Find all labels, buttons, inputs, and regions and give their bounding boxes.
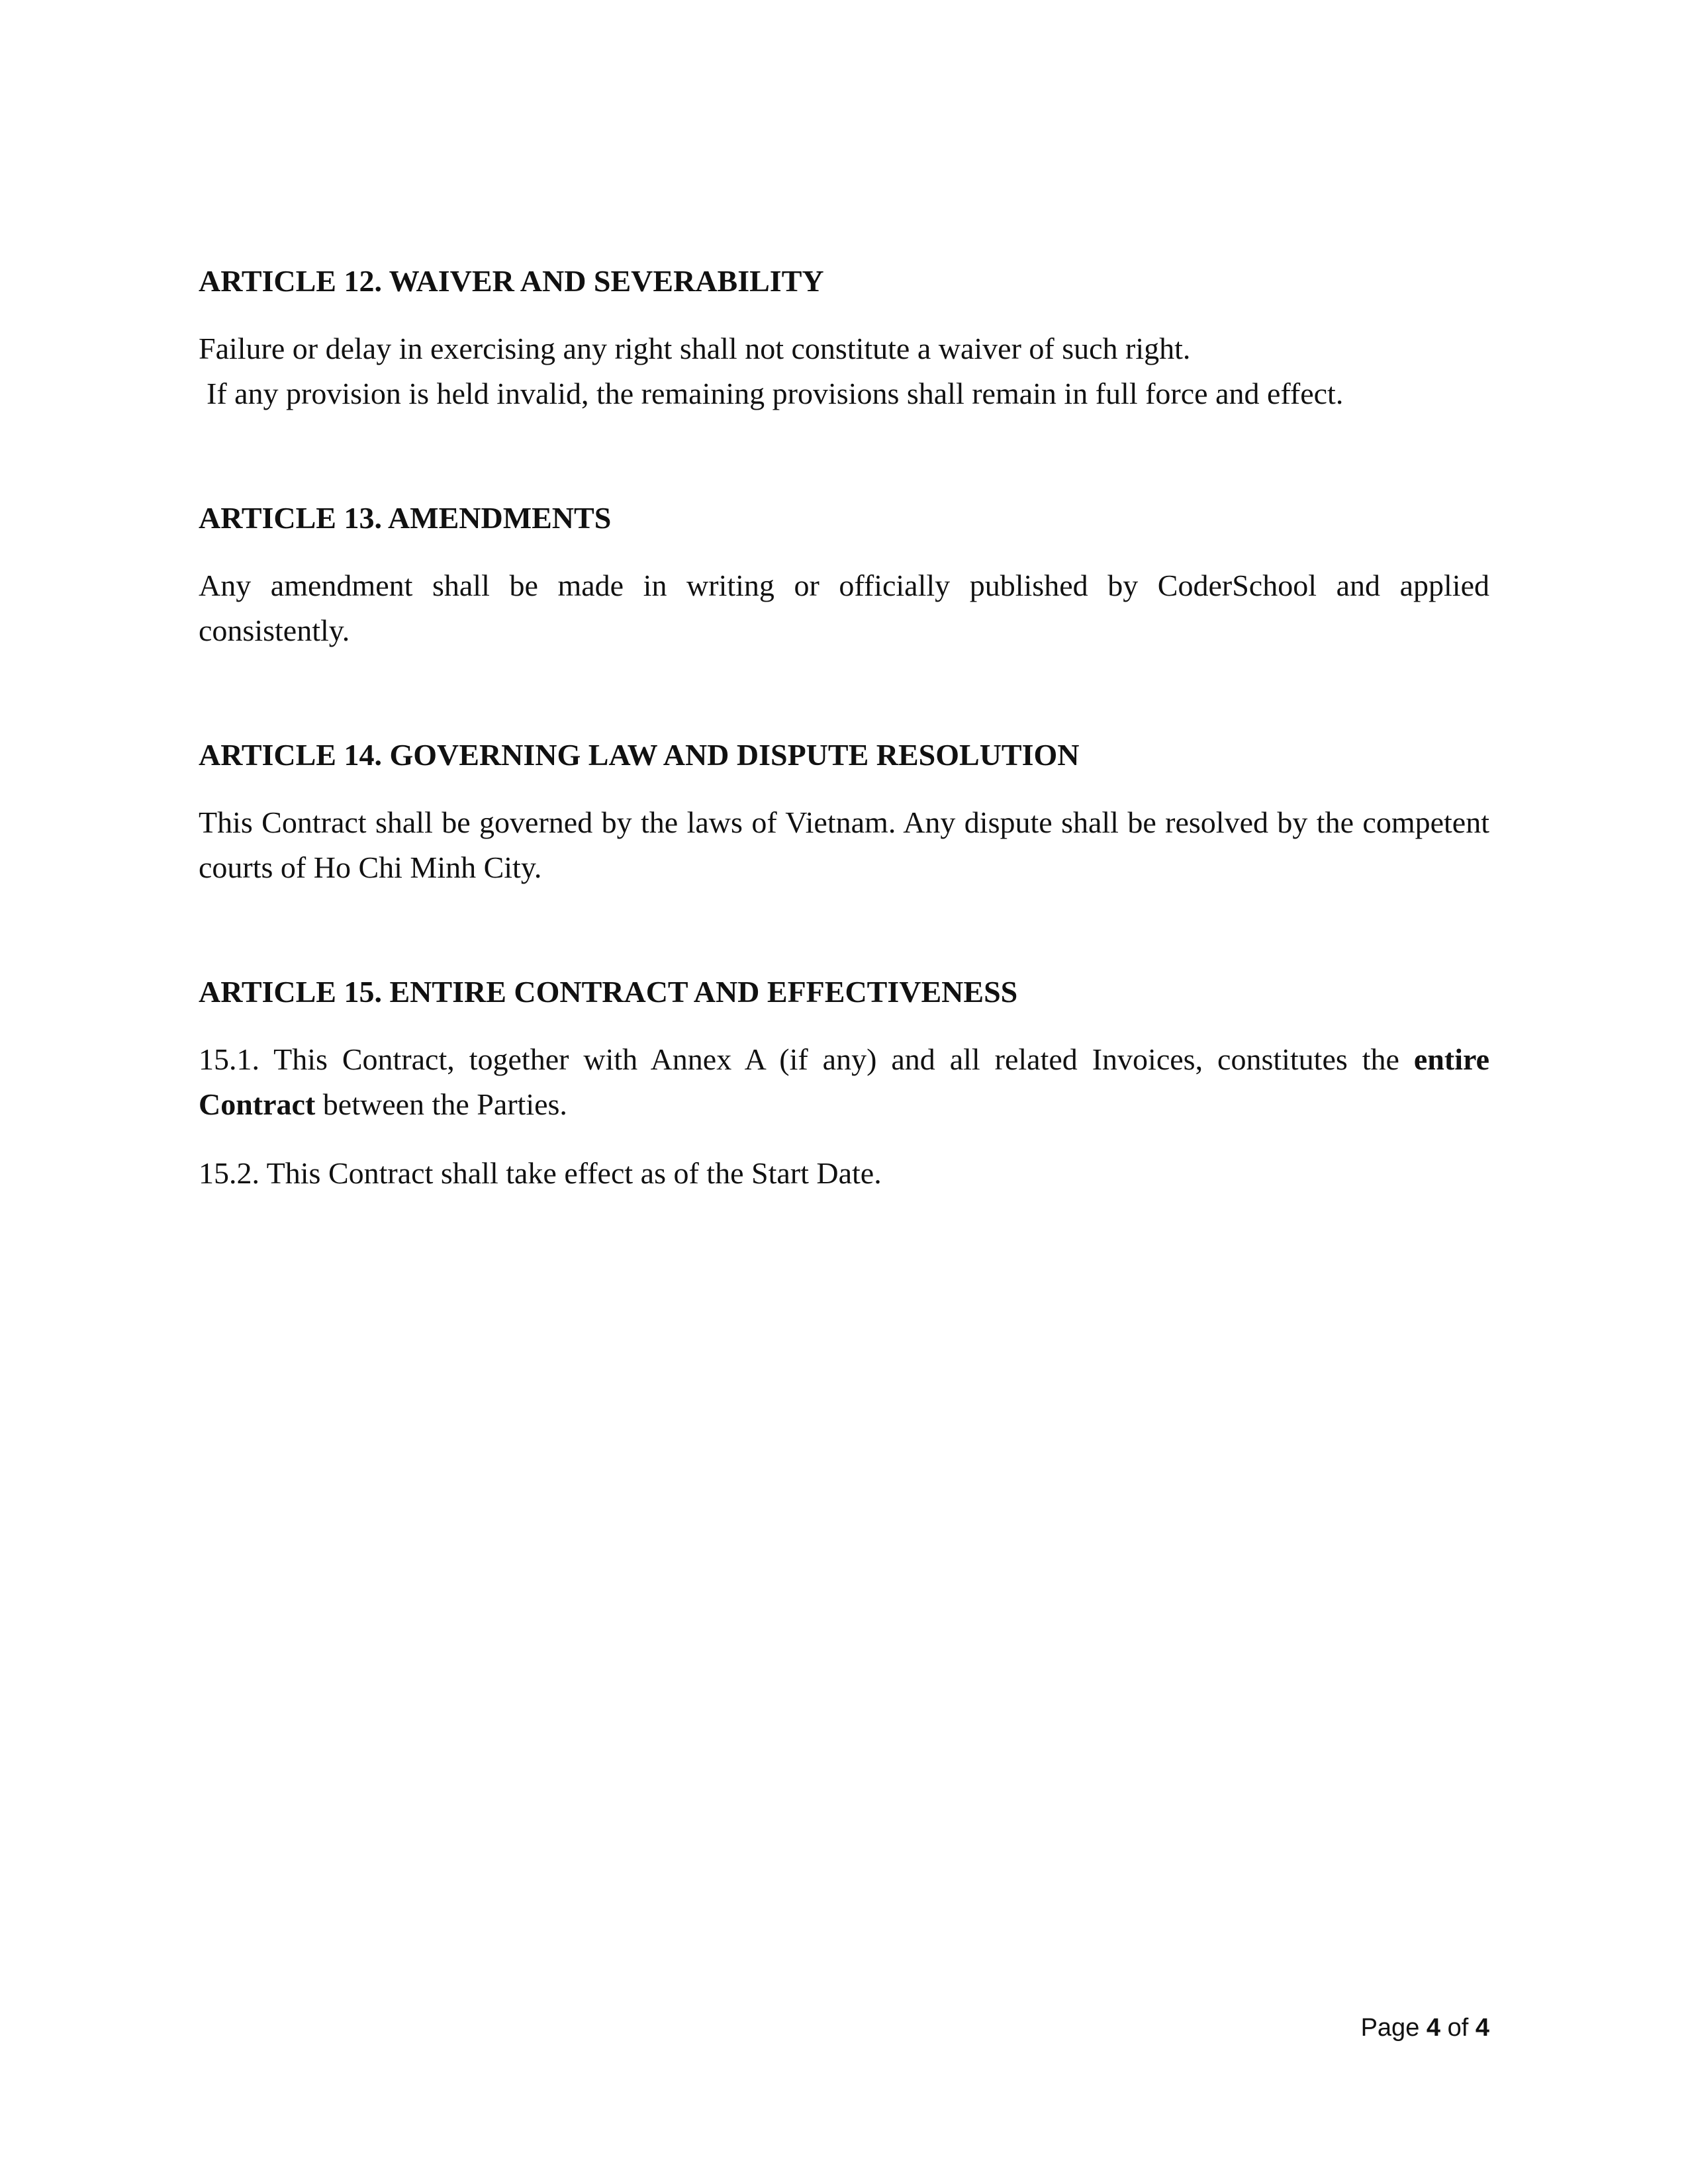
article-14 bbox=[199, 735, 1489, 890]
page-label: Page bbox=[1360, 2014, 1420, 2042]
page-number-footer bbox=[1361, 2012, 1489, 2044]
article-15-clause-2: 15.2. This Contract shall take effect as of the Start Date. bbox=[199, 1156, 882, 1190]
clause-1-text-end: between the Parties. bbox=[315, 1087, 567, 1121]
article-14-heading: ARTICLE 14. GOVERNING LAW AND DISPUTE RESOLUTION bbox=[199, 738, 1080, 772]
document-body bbox=[199, 261, 1489, 1278]
article-12 bbox=[199, 261, 1489, 416]
clause-1-text-start: 15.1. This Contract, together with Annex A (if any) and all related Invoices, constitutes the bbox=[199, 1042, 1414, 1076]
article-12-heading: ARTICLE 12. WAIVER AND SEVERABILITY bbox=[199, 264, 824, 298]
article-15-clause-1 bbox=[199, 1037, 1489, 1127]
of-label: of bbox=[1447, 2014, 1469, 2042]
article-12-paragraph bbox=[199, 326, 1489, 416]
clause-1-bold-term: entire Contract bbox=[199, 1042, 1489, 1121]
article-12-sentence-1: Failure or delay in exercising any right shall not constitute a waiver of such right. bbox=[199, 332, 1191, 365]
page-total: 4 bbox=[1475, 2014, 1489, 2042]
article-13 bbox=[199, 498, 1489, 653]
page-current: 4 bbox=[1426, 2014, 1441, 2042]
article-15-heading: ARTICLE 15. ENTIRE CONTRACT AND EFFECTIVENESS bbox=[199, 975, 1018, 1009]
article-15 bbox=[199, 972, 1489, 1196]
article-14-paragraph: This Contract shall be governed by the laws of Vietnam. Any dispute shall be resolved by the competent courts of Ho Chi Minh City. bbox=[199, 805, 1489, 884]
article-13-heading: ARTICLE 13. AMENDMENTS bbox=[199, 501, 612, 535]
article-12-sentence-2: If any provision is held invalid, the remaining provisions shall remain in full force and effect. bbox=[207, 377, 1344, 410]
article-13-paragraph: Any amendment shall be made in writing or officially published by CoderSchool and applied consistently. bbox=[199, 569, 1489, 647]
